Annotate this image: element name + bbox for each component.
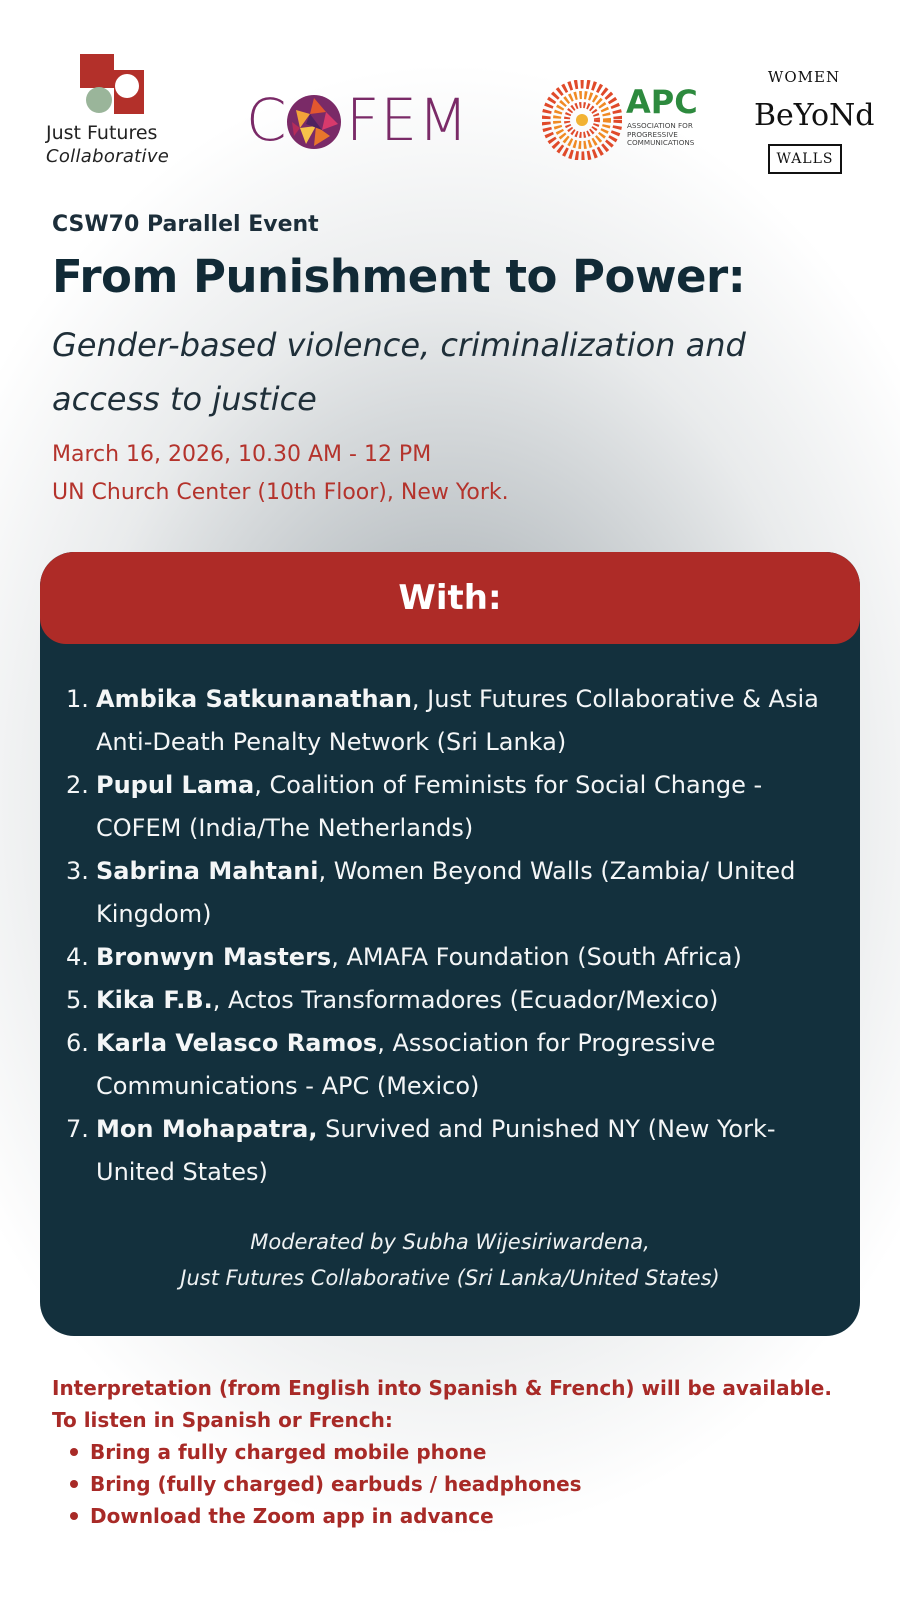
event-date: March 16, 2026, 10.30 AM - 12 PM: [52, 442, 432, 467]
bullet-dot-icon: [70, 1480, 78, 1488]
moderator-credit: [40, 1224, 860, 1296]
interpretation-line-1: Interpretation (from English into Spanish & French) will be available.: [52, 1376, 832, 1400]
interpretation-line-2: To listen in Spanish or French:: [52, 1408, 393, 1432]
event-eyebrow: CSW70 Parallel Event: [52, 212, 319, 237]
speaker-name: Sabrina Mahtani: [96, 857, 319, 885]
speakers-list: [66, 678, 846, 1194]
interpretation-note: [52, 1372, 872, 1532]
women-beyond-walls-logo: [754, 66, 875, 176]
wbw-middle-word: BeYoNd: [754, 98, 875, 133]
speakers-heading: With:: [398, 578, 502, 618]
just-futures-logo: [46, 54, 196, 174]
cofem-letter-c: C: [246, 86, 288, 154]
just-futures-name: Just Futures: [46, 122, 158, 144]
apc-fullname: ASSOCIATION FOR PROGRESSIVE COMMUNICATIONS: [627, 121, 695, 147]
just-futures-subname: Collaborative: [46, 146, 170, 167]
speaker-number: 6.: [66, 1029, 89, 1057]
speaker-affiliation: , AMAFA Foundation (South Africa): [331, 943, 742, 971]
interpretation-bullet: [52, 1500, 872, 1532]
speaker-number: 1.: [66, 685, 89, 713]
moderator-line-2: Just Futures Collaborative (Sri Lanka/United States): [180, 1266, 720, 1290]
cofem-mosaic-icon: [286, 94, 342, 150]
speaker-item: [66, 678, 846, 764]
speaker-item: [66, 1022, 846, 1108]
speaker-number: 2.: [66, 771, 89, 799]
speaker-item: [66, 979, 846, 1022]
event-subtitle: Gender-based violence, criminalization and access to justice: [52, 326, 746, 418]
bullet-dot-icon: [70, 1512, 78, 1520]
interpretation-bullet: [52, 1436, 872, 1468]
apc-logo: [542, 80, 702, 160]
speaker-name: Mon Mohapatra,: [96, 1115, 318, 1143]
bullet-text: Download the Zoom app in advance: [90, 1504, 494, 1528]
speaker-number: 3.: [66, 857, 89, 885]
speaker-number: 7.: [66, 1115, 89, 1143]
speaker-affiliation: , Actos Transformadores (Ecuador/Mexico): [212, 986, 719, 1014]
wbw-bottom-word: WALLS: [768, 144, 842, 174]
bullet-text: Bring (fully charged) earbuds / headphones: [90, 1472, 582, 1496]
interpretation-bullet: [52, 1468, 872, 1500]
speakers-card-header: [40, 552, 860, 644]
event-venue: UN Church Center (10th Floor), New York.: [52, 480, 509, 505]
speaker-affiliation: , Coalition of Feminists for Social Change - COFEM (India/The Netherlands): [96, 771, 763, 842]
speaker-item: [66, 936, 846, 979]
speaker-affiliation: , Women Beyond Walls (Zambia/ United Kingdom): [96, 857, 796, 928]
bullet-text: Bring a fully charged mobile phone: [90, 1440, 487, 1464]
partner-logos: [0, 0, 900, 200]
speaker-item: [66, 1108, 846, 1194]
just-futures-mark-icon: [80, 54, 158, 116]
apc-acronym: APC: [626, 83, 698, 121]
speaker-number: 5.: [66, 986, 89, 1014]
speaker-name: Kika F.B.: [96, 986, 213, 1014]
speaker-name: Karla Velasco Ramos: [96, 1029, 378, 1057]
cofem-letters: FEM: [346, 86, 470, 154]
speaker-name: Ambika Satkunanathan: [96, 685, 412, 713]
speaker-name: Bronwyn Masters: [96, 943, 332, 971]
speakers-card: [40, 552, 860, 1336]
speaker-number: 4.: [66, 943, 89, 971]
speaker-affiliation: , Just Futures Collaborative & Asia Anti-Death Penalty Network (Sri Lanka): [96, 685, 819, 756]
cofem-logo: [246, 88, 486, 158]
speaker-name: Pupul Lama: [96, 771, 255, 799]
bullet-dot-icon: [70, 1448, 78, 1456]
apc-sunburst-icon: [542, 80, 622, 160]
speaker-item: [66, 764, 846, 850]
moderator-line-1: Moderated by Subha Wijesiriwardena,: [250, 1230, 650, 1254]
event-title: From Punishment to Power:: [52, 250, 746, 303]
speaker-affiliation: , Association for Progressive Communications - APC (Mexico): [96, 1029, 716, 1100]
wbw-top-word: WOMEN: [767, 68, 841, 86]
speaker-affiliation: Survived and Punished NY (New York- United States): [96, 1115, 776, 1186]
speaker-item: [66, 850, 846, 936]
